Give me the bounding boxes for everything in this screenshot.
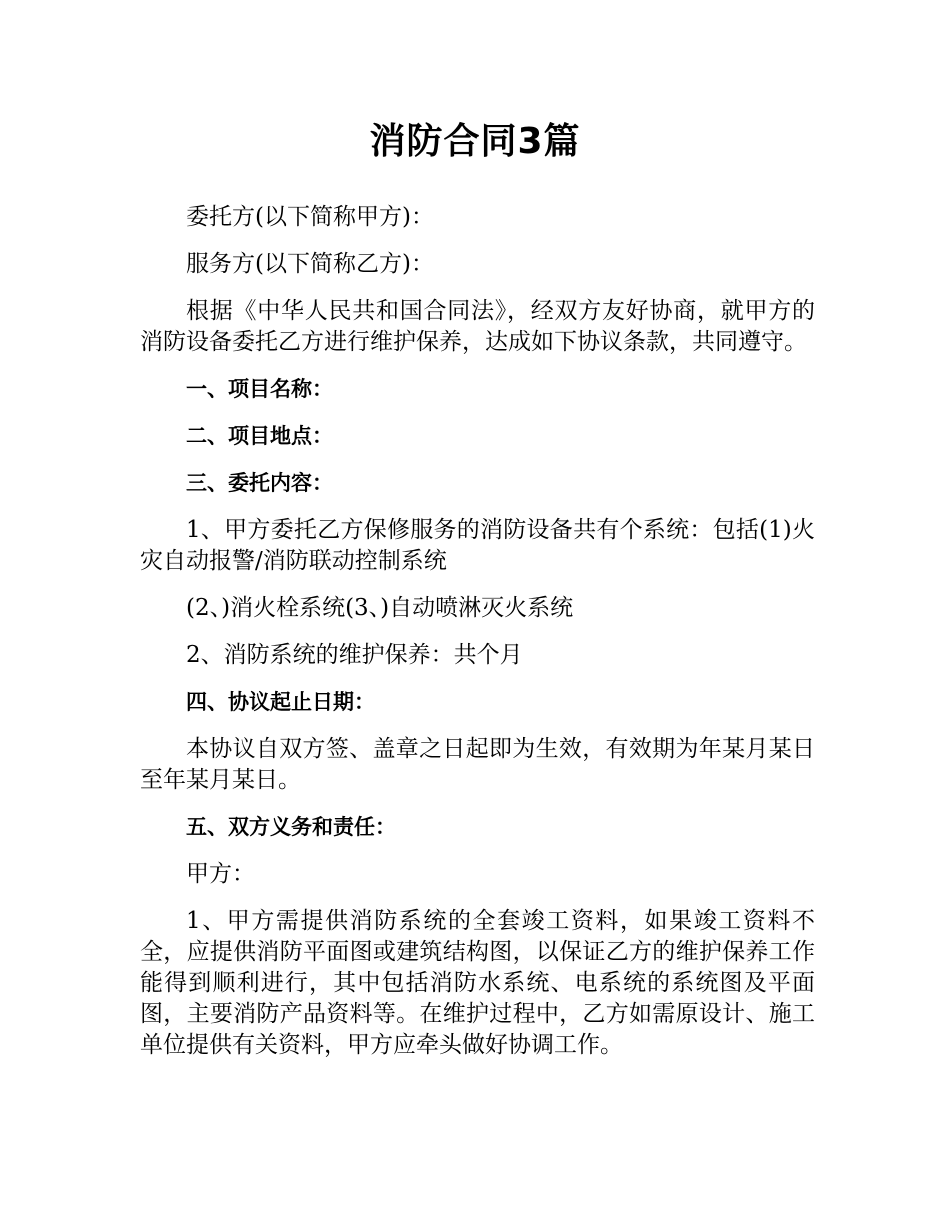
paragraph-client: 委托方(以下简称甲方)： [186, 204, 434, 230]
paragraph-party-a-item-1: 1、甲方需提供消防系统的全套竣工资料，如果竣工资料不全，应提供消防平面图或建筑结构图，以保证乙方的维护保养工作能得到顺利进行，其中包括消防水系统、电系统的系统图及平面图，主要消防产品资料等。在维护过程中，乙方如需原设计、施工单位提供有关资料，甲方应牵头做好协调工作。 [140, 908, 815, 1058]
paragraph-party-a: 甲方： [186, 861, 255, 887]
paragraph-preamble: 根据《中华人民共和国合同法》，经双方友好协商，就甲方的消防设备委托乙方进行维护保养，达成如下协议条款，共同遵守。 [140, 298, 815, 355]
heading-obligations: 五、双方义务和责任： [186, 815, 396, 839]
heading-scope: 三、委托内容： [186, 471, 333, 495]
paragraph-scope-systems: (2、)消火栓系统(3、)自动喷淋灭火系统 [186, 595, 574, 621]
paragraph-scope-item-2: 2、消防系统的维护保养：共个月 [186, 642, 523, 668]
paragraph-scope-item-1: 1、甲方委托乙方保修服务的消防设备共有个系统：包括(1)火灾自动报警/消防联动控制系统 [140, 517, 815, 574]
paragraph-term: 本协议自双方签、盖章之日起即为生效，有效期为年某月某日至年某月某日。 [140, 736, 815, 793]
document-title: 消防合同3篇 [369, 121, 581, 162]
document-body [140, 202, 815, 1077]
heading-project-name: 一、项目名称： [186, 377, 333, 401]
heading-term: 四、协议起止日期： [186, 690, 375, 714]
paragraph-provider: 服务方(以下简称乙方)： [186, 251, 434, 277]
heading-project-location: 二、项目地点： [186, 424, 333, 448]
